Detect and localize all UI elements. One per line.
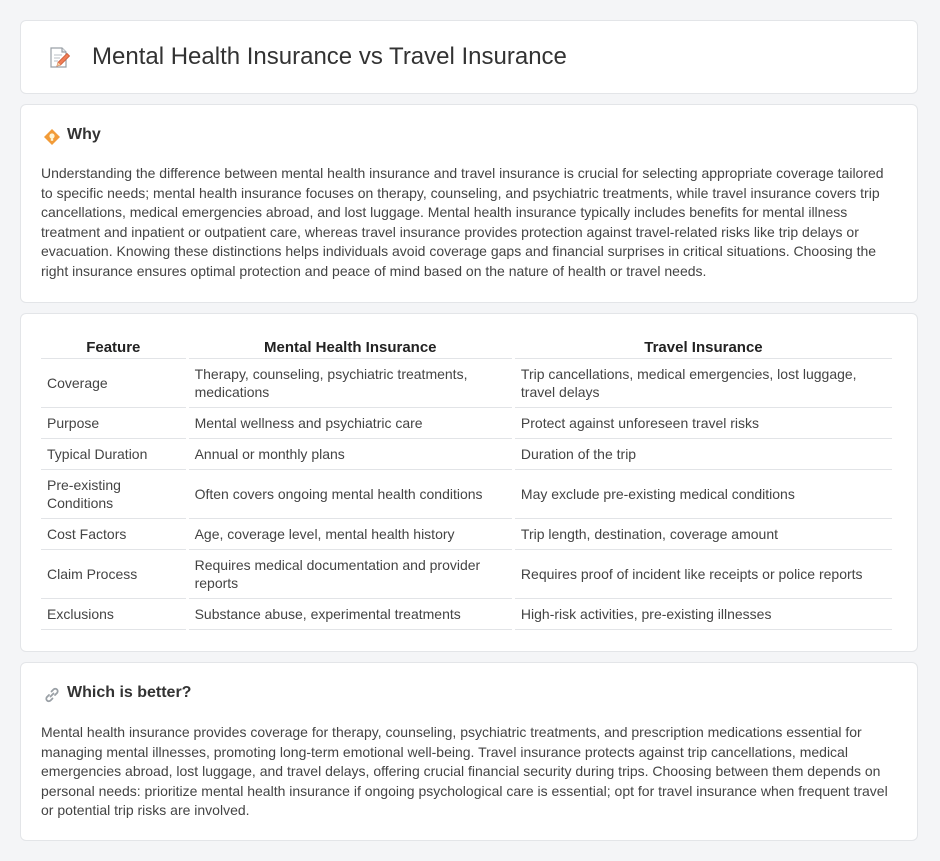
travel-cell: Duration of the trip xyxy=(515,439,892,470)
travel-cell: High-risk activities, pre-existing illnesses xyxy=(515,599,892,630)
better-title: Which is better? xyxy=(67,684,192,701)
feature-cell: Exclusions xyxy=(41,599,186,630)
why-title: Why xyxy=(67,126,101,143)
header-travel: Travel Insurance xyxy=(515,336,892,359)
feature-cell: Pre-existing Conditions xyxy=(41,470,186,519)
comparison-table xyxy=(38,336,895,630)
mental-cell: Substance abuse, experimental treatments xyxy=(189,599,512,630)
feature-cell: Coverage xyxy=(41,359,186,408)
travel-cell: Protect against unforeseen travel risks xyxy=(515,408,892,439)
link-icon xyxy=(43,686,61,704)
header-card xyxy=(20,20,918,94)
lightbulb-icon xyxy=(43,128,61,146)
why-text: Understanding the difference between mental health insurance and travel insurance is crucial for selecting appropriate coverage tailored to specific needs; mental health insurance focuses on therapy, counseling, and psychiatric treatments, while travel insurance covers trip cancellations, medical emergencies abroad, and lost luggage. Mental health insurance typically includes benefits for mental illness treatment and inpatient or outpatient care, whereas travel insurance provides protection against travel-related risks like trip delays or evacuation. Knowing these distinctions helps individuals avoid coverage gaps and financial surprises in critical situations. Choosing the right insurance ensures optimal protection and peace of mind based on the nature of health or travel needs. xyxy=(41,165,884,279)
table-row xyxy=(41,470,892,519)
mental-cell: Therapy, counseling, psychiatric treatments, medications xyxy=(189,359,512,408)
feature-cell: Cost Factors xyxy=(41,519,186,550)
table-header-row xyxy=(41,336,892,359)
travel-cell: Requires proof of incident like receipts or police reports xyxy=(515,550,892,599)
travel-cell: Trip length, destination, coverage amount xyxy=(515,519,892,550)
table-row xyxy=(41,408,892,439)
header-feature: Feature xyxy=(41,336,186,359)
feature-cell: Purpose xyxy=(41,408,186,439)
which-is-better-section xyxy=(20,662,918,841)
mental-cell: Requires medical documentation and provider reports xyxy=(189,550,512,599)
mental-cell: Mental wellness and psychiatric care xyxy=(189,408,512,439)
header-mental-health: Mental Health Insurance xyxy=(189,336,512,359)
comparison-card xyxy=(20,313,918,652)
feature-cell: Typical Duration xyxy=(41,439,186,470)
page-title: Mental Health Insurance vs Travel Insurance xyxy=(92,43,567,70)
table-row xyxy=(41,550,892,599)
table-row xyxy=(41,359,892,408)
mental-cell: Age, coverage level, mental health history xyxy=(189,519,512,550)
better-text: Mental health insurance provides coverage for therapy, counseling, psychiatric treatments, and prescription medications essential for managing mental illnesses, promoting long-term emotional well-being. Travel insurance protects against trip cancellations, medical emergencies abroad, lost luggage, and travel delays, offering crucial financial security during trips. Choosing between them depends on personal needs: prioritize mental health insurance if ongoing psychological care is essential; opt for travel insurance when frequent travel or potential trip risks are involved. xyxy=(41,724,888,819)
why-section xyxy=(20,104,918,303)
mental-cell: Often covers ongoing mental health conditions xyxy=(189,470,512,519)
feature-cell: Claim Process xyxy=(41,550,186,599)
table-row xyxy=(41,599,892,630)
table-row xyxy=(41,439,892,470)
travel-cell: Trip cancellations, medical emergencies, lost luggage, travel delays xyxy=(515,359,892,408)
document-pencil-icon xyxy=(48,47,70,69)
table-row xyxy=(41,519,892,550)
travel-cell: May exclude pre-existing medical conditions xyxy=(515,470,892,519)
mental-cell: Annual or monthly plans xyxy=(189,439,512,470)
